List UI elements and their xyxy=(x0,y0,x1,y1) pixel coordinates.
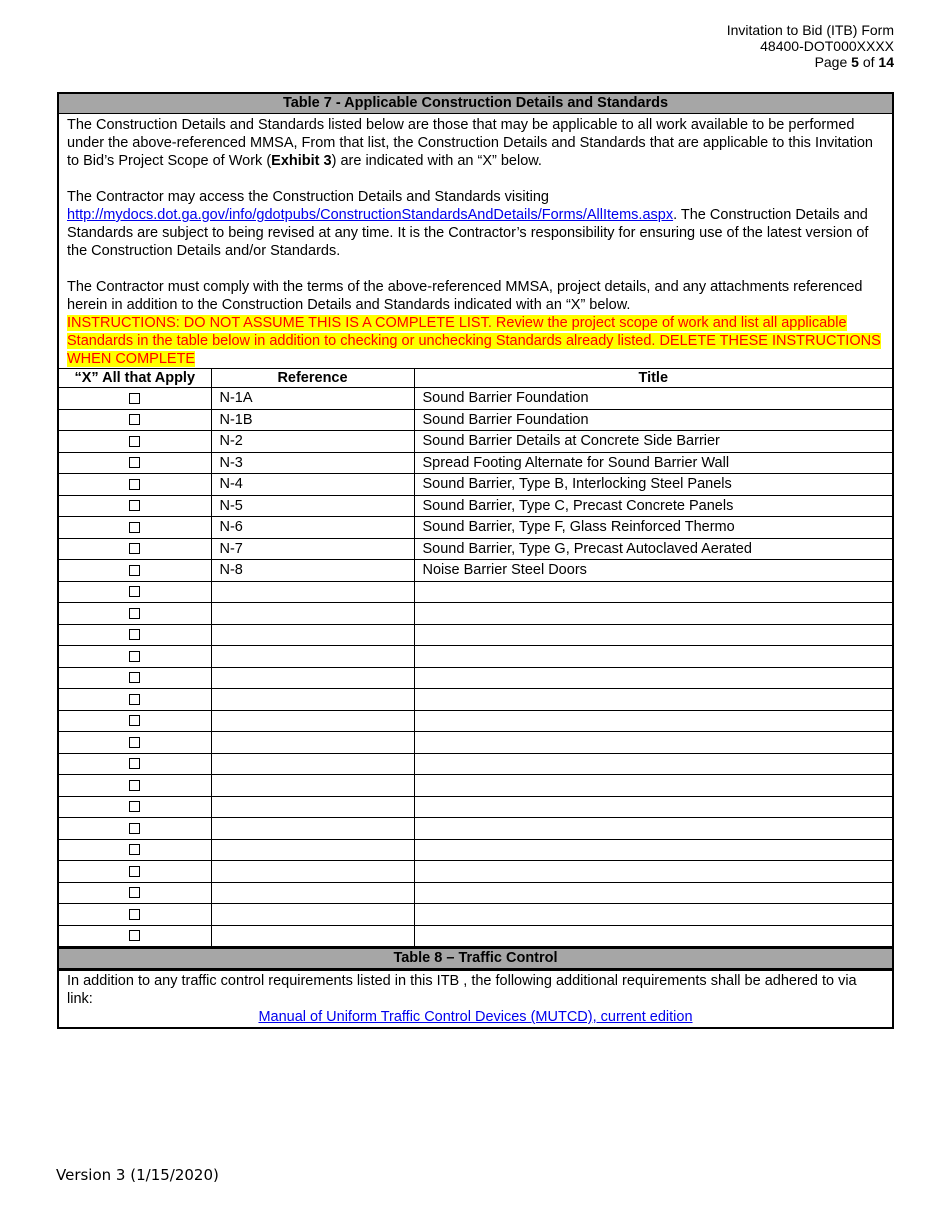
table-row xyxy=(59,474,892,496)
title-cell xyxy=(414,839,892,861)
apply-cell xyxy=(59,603,211,625)
reference-cell xyxy=(211,775,414,797)
page-number: Page 5 of 14 xyxy=(814,54,894,70)
table-row xyxy=(59,646,892,668)
apply-checkbox[interactable] xyxy=(129,715,140,726)
intro-paragraph-1: The Construction Details and Standards listed below are those that may be applicable to all work available to be performed under the above-referenced MMSA, From that list, the Construction Details and Standards that are applicable to this Invitation to Bid’s Project Scope of Work (Exhibit 3) are indicated with an “X” below. xyxy=(67,117,873,169)
apply-cell xyxy=(59,517,211,539)
table-row xyxy=(59,581,892,603)
title-cell xyxy=(414,796,892,818)
title-cell: Sound Barrier, Type C, Precast Concrete Panels xyxy=(414,495,892,517)
table-row xyxy=(59,753,892,775)
apply-checkbox[interactable] xyxy=(129,672,140,683)
reference-cell xyxy=(211,796,414,818)
apply-checkbox[interactable] xyxy=(129,780,140,791)
title-cell xyxy=(414,925,892,946)
apply-cell xyxy=(59,388,211,410)
intro-paragraph-3: The Contractor must comply with the terms of the above-referenced MMSA, project details, and any attachments referenced herein in addition to the Construction Details and Standards indicated with an “X” below. xyxy=(67,279,863,313)
reference-cell: N-1A xyxy=(211,388,414,410)
title-cell xyxy=(414,904,892,926)
table-row xyxy=(59,517,892,539)
title-cell xyxy=(414,861,892,883)
table-row xyxy=(59,667,892,689)
title-cell: Sound Barrier Foundation xyxy=(414,388,892,410)
apply-checkbox[interactable] xyxy=(129,866,140,877)
reference-cell xyxy=(211,753,414,775)
apply-checkbox[interactable] xyxy=(129,737,140,748)
apply-cell xyxy=(59,646,211,668)
instructions-text: INSTRUCTIONS: DO NOT ASSUME THIS IS A COMPLETE LIST. Review the project scope of work and list all applicable Standards in the table below in addition to checking or unchecking Standards already listed. DELETE THESE INSTRUCTIONS WHEN COMPLETE xyxy=(67,315,881,367)
standards-link[interactable]: http://mydocs.dot.ga.gov/info/gdotpubs/ConstructionStandardsAndDetails/Forms/AllItems.aspx xyxy=(67,207,674,223)
apply-checkbox[interactable] xyxy=(129,436,140,447)
table-row xyxy=(59,452,892,474)
table-row xyxy=(59,495,892,517)
reference-cell xyxy=(211,667,414,689)
apply-cell xyxy=(59,861,211,883)
title-cell xyxy=(414,624,892,646)
title-cell xyxy=(414,882,892,904)
apply-cell xyxy=(59,452,211,474)
title-cell xyxy=(414,818,892,840)
apply-checkbox[interactable] xyxy=(129,414,140,425)
apply-checkbox[interactable] xyxy=(129,758,140,769)
apply-cell xyxy=(59,538,211,560)
form-number: 48400-DOT000XXXX xyxy=(760,38,894,54)
apply-checkbox[interactable] xyxy=(129,543,140,554)
table-row xyxy=(59,732,892,754)
title-cell xyxy=(414,689,892,711)
reference-cell xyxy=(211,732,414,754)
apply-cell xyxy=(59,904,211,926)
apply-cell xyxy=(59,839,211,861)
table-row xyxy=(59,388,892,410)
reference-cell xyxy=(211,818,414,840)
title-cell: Spread Footing Alternate for Sound Barrier Wall xyxy=(414,452,892,474)
col-header-reference: Reference xyxy=(211,369,414,388)
apply-cell xyxy=(59,495,211,517)
apply-cell xyxy=(59,624,211,646)
table-row xyxy=(59,818,892,840)
apply-checkbox[interactable] xyxy=(129,844,140,855)
table-row xyxy=(59,861,892,883)
reference-cell xyxy=(211,861,414,883)
table-row xyxy=(59,689,892,711)
apply-checkbox[interactable] xyxy=(129,500,140,511)
apply-cell xyxy=(59,667,211,689)
form-title: Invitation to Bid (ITB) Form xyxy=(726,22,894,38)
table-row xyxy=(59,839,892,861)
reference-cell xyxy=(211,904,414,926)
table-row xyxy=(59,603,892,625)
reference-cell: N-8 xyxy=(211,560,414,582)
table7-title: Table 7 - Applicable Construction Details and Standards xyxy=(59,94,892,114)
reference-cell xyxy=(211,603,414,625)
version-footer: Version 3 (1/15/2020) xyxy=(56,1166,219,1184)
title-cell: Sound Barrier, Type B, Interlocking Steel Panels xyxy=(414,474,892,496)
apply-cell xyxy=(59,818,211,840)
intro-paragraph-2: The Contractor may access the Construction Details and Standards visiting http://mydocs.dot.ga.gov/info/gdotpubs/ConstructionStandardsAndDetails/Forms/AllItems.aspx. The Construction Details and Standards are subject to being revised at any time. It is the Contractor’s responsibility for ensuring use of the latest version of the Construction Details and/or Standards. xyxy=(67,189,869,259)
traffic-text: In addition to any traffic control requirements listed in this ITB , the following additional requirements shall be adhered to via link: xyxy=(67,973,857,1007)
reference-cell xyxy=(211,839,414,861)
apply-checkbox[interactable] xyxy=(129,801,140,812)
reference-cell xyxy=(211,689,414,711)
apply-checkbox[interactable] xyxy=(129,479,140,490)
apply-cell xyxy=(59,775,211,797)
title-cell: Sound Barrier, Type F, Glass Reinforced Thermo xyxy=(414,517,892,539)
table-row xyxy=(59,904,892,926)
reference-cell xyxy=(211,646,414,668)
table8-title: Table 8 – Traffic Control xyxy=(59,946,892,971)
table-row xyxy=(59,796,892,818)
reference-cell xyxy=(211,624,414,646)
reference-cell xyxy=(211,882,414,904)
title-cell xyxy=(414,667,892,689)
apply-checkbox[interactable] xyxy=(129,823,140,834)
apply-checkbox[interactable] xyxy=(129,909,140,920)
apply-checkbox[interactable] xyxy=(129,887,140,898)
apply-cell xyxy=(59,710,211,732)
apply-checkbox[interactable] xyxy=(129,608,140,619)
apply-cell xyxy=(59,689,211,711)
apply-cell xyxy=(59,796,211,818)
table-row xyxy=(59,538,892,560)
reference-cell: N-4 xyxy=(211,474,414,496)
reference-cell: N-2 xyxy=(211,431,414,453)
apply-cell xyxy=(59,925,211,946)
apply-cell xyxy=(59,753,211,775)
title-cell xyxy=(414,732,892,754)
reference-cell xyxy=(211,710,414,732)
table-row xyxy=(59,431,892,453)
table-row xyxy=(59,409,892,431)
reference-cell xyxy=(211,925,414,946)
reference-cell: N-5 xyxy=(211,495,414,517)
apply-cell xyxy=(59,474,211,496)
reference-cell: N-7 xyxy=(211,538,414,560)
apply-checkbox[interactable] xyxy=(129,651,140,662)
table-row xyxy=(59,710,892,732)
table-row xyxy=(59,560,892,582)
title-cell xyxy=(414,710,892,732)
reference-cell: N-3 xyxy=(211,452,414,474)
apply-checkbox[interactable] xyxy=(129,522,140,533)
apply-checkbox[interactable] xyxy=(129,393,140,404)
title-cell: Noise Barrier Steel Doors xyxy=(414,560,892,582)
apply-cell xyxy=(59,560,211,582)
title-cell: Sound Barrier Foundation xyxy=(414,409,892,431)
table-row xyxy=(59,775,892,797)
col-header-title: Title xyxy=(414,369,892,388)
reference-cell xyxy=(211,581,414,603)
title-cell xyxy=(414,603,892,625)
standards-table xyxy=(59,368,892,946)
title-cell xyxy=(414,646,892,668)
table-row xyxy=(59,925,892,946)
apply-checkbox[interactable] xyxy=(129,457,140,468)
col-header-apply: “X” All that Apply xyxy=(59,369,211,388)
apply-checkbox[interactable] xyxy=(129,565,140,576)
table7-intro xyxy=(59,114,892,368)
apply-cell xyxy=(59,431,211,453)
apply-checkbox[interactable] xyxy=(129,586,140,597)
table-row xyxy=(59,882,892,904)
title-cell: Sound Barrier, Type G, Precast Autoclaved Aerated xyxy=(414,538,892,560)
apply-checkbox[interactable] xyxy=(129,629,140,640)
table8-body xyxy=(59,971,892,1027)
title-cell xyxy=(414,753,892,775)
reference-cell: N-6 xyxy=(211,517,414,539)
reference-cell: N-1B xyxy=(211,409,414,431)
apply-cell xyxy=(59,581,211,603)
apply-cell xyxy=(59,732,211,754)
apply-checkbox[interactable] xyxy=(129,694,140,705)
page-header xyxy=(727,22,894,70)
title-cell xyxy=(414,581,892,603)
apply-cell xyxy=(59,882,211,904)
title-cell: Sound Barrier Details at Concrete Side Barrier xyxy=(414,431,892,453)
mutcd-link[interactable]: Manual of Uniform Traffic Control Devices (MUTCD), current edition xyxy=(258,1009,693,1025)
table-row xyxy=(59,624,892,646)
apply-checkbox[interactable] xyxy=(129,930,140,941)
title-cell xyxy=(414,775,892,797)
table7-frame xyxy=(57,92,894,1029)
apply-cell xyxy=(59,409,211,431)
